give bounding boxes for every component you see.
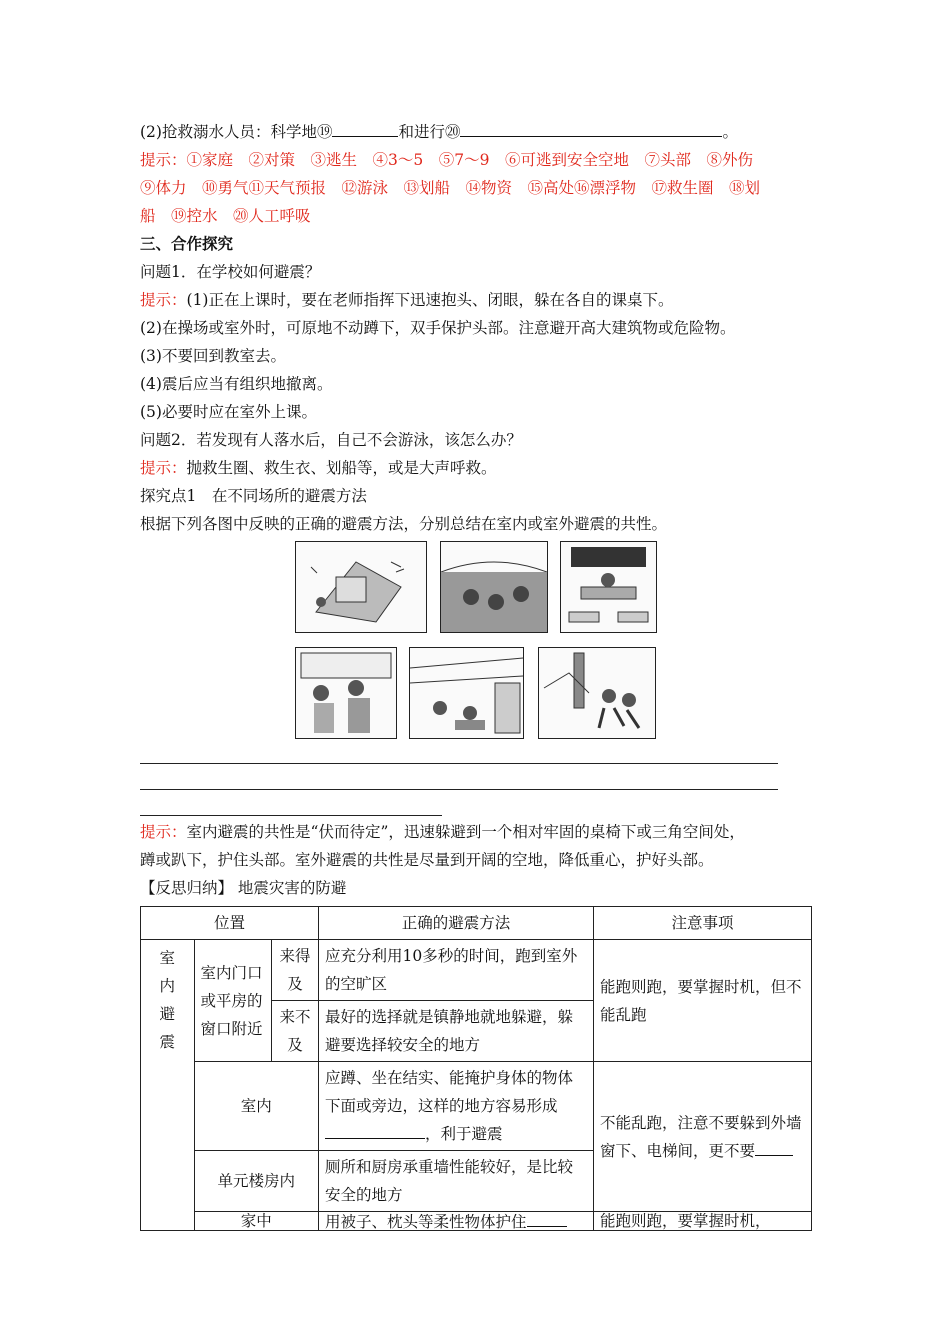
not-in-time-label: 来不及 [272,1001,319,1062]
text: 应蹲、坐在结实、能掩护身体的物体下面或旁边，这样的地方容易形成 [325,1069,574,1115]
explore-heading: 探究点1 在不同场所的避震方法 [140,487,367,505]
indoor-group-label [141,940,195,1231]
method-in-time: 应充分利用10多秒的时间，跑到室外的空旷区 [319,940,594,1001]
answer-line[interactable] [140,814,442,816]
earthquake-avoidance-table [140,906,812,1231]
text: ，利于避震 [425,1125,503,1143]
hint-text: (1)正在上课时，要在老师指挥下迅速抱头、闭眼，躲在各自的课桌下。 [186,291,674,309]
text: (2)抢救溺水人员：科学地⑲ [140,123,333,141]
street-run-scene-icon [538,647,656,739]
hint-answers-line [140,146,820,174]
theater-crouch-scene-icon [440,541,548,633]
question-2: 问题2．若发现有人落水后，自己不会游泳，该怎么办？ [140,431,522,449]
q-rescue-line [140,118,820,146]
indoor-label: 室内 [194,1062,319,1151]
hint-label: 提示： [140,459,187,477]
hint-label: 提示： [140,151,187,169]
note-2 [594,1062,812,1212]
blank-19[interactable] [332,118,398,137]
hint-answers: ⑨体力 ⑩勇气⑪天气预报 ⑫游泳 ⑬划船 ⑭物资 ⑮高处⑯漂浮物 ⑰救生圈 ⑱划 [140,179,761,197]
header-position: 位置 [141,907,319,940]
answer-hint [140,818,820,902]
section-heading: 三、合作探究 [140,234,234,253]
hint-text: 抛救生圈、救生衣、划船等，或是大声呼救。 [186,459,497,477]
method-home [319,1212,594,1231]
header-method: 正确的避震方法 [319,907,594,940]
note-1: 能跑则跑，要掌握时机，但不能乱跑 [594,940,812,1062]
hint-text: 室内避震的共性是“伏而待定”，迅速躲避到一个相对牢固的桌椅下或三角空间处， [186,823,745,841]
answer-line: (3)不要回到教室去。 [140,347,286,365]
hint-answers: 船 ⑲控水 ⑳人工呼吸 [140,207,311,225]
apartment-label: 单元楼房内 [194,1151,319,1212]
answer-line: (4)震后应当有组织地撤离。 [140,375,333,393]
text: 不能乱跑，注意不要躲到外墙窗下、电梯间，更不要 [600,1113,802,1160]
door-window-label: 室内门口或平房的窗口附近 [194,940,272,1062]
note-3: 能跑则跑，要掌握时机， [594,1212,812,1231]
instruction: 根据下列各图中反映的正确的避震方法，分别总结在室内或室外避震的共性。 [140,515,668,533]
hint-label: 提示： [140,291,187,309]
blank-20[interactable] [460,118,722,137]
hint-label: 提示： [140,823,187,841]
hint-text: 蹲或趴下，护住头部。室外避震的共性是尽量到开阔的空地，降低重心，护好头部。 [140,851,714,869]
text: 用被子、枕头等柔性物体护住 [325,1213,527,1231]
question-1: 问题1．在学校如何避震？ [140,263,321,281]
store-crouch-scene-icon [409,647,524,739]
blank-note[interactable] [755,1137,793,1156]
classroom-desk-scene-icon [560,541,657,633]
home-label: 家中 [194,1212,319,1231]
blank-indoor[interactable] [325,1120,425,1139]
answer-line: (5)必要时应在室外上课。 [140,403,317,421]
blank-home[interactable] [527,1212,567,1227]
answer-line: (2)在操场或室外时，可原地不动蹲下，双手保护头部。注意避开高大建筑物或危险物。 [140,319,736,337]
illustration-grid [295,541,657,741]
header-note: 注意事项 [594,907,812,940]
earthquake-collapse-scene-icon [295,541,427,633]
bus-passengers-scene-icon [295,647,397,739]
text: 和进行⑳ [398,123,461,141]
document-body [140,118,820,538]
text: 室内避震 [159,949,175,1051]
method-not-in-time: 最好的选择就是镇静地就地躲避，躲避要选择较安全的地方 [319,1001,594,1062]
answer-line[interactable] [140,788,778,790]
method-indoor [319,1062,594,1151]
method-apartment: 厕所和厨房承重墙性能较好，是比较安全的地方 [319,1151,594,1212]
hint-answers: ①家庭 ②对策 ③逃生 ④3～5 ⑤7～9 ⑥可逃到安全空地 ⑦头部 ⑧外伤 [186,151,753,169]
answer-line[interactable] [140,762,778,764]
reflect-heading: 【反思归纳】 地震灾害的防避 [140,879,347,897]
in-time-label: 来得及 [272,940,319,1001]
text: 。 [722,123,738,141]
